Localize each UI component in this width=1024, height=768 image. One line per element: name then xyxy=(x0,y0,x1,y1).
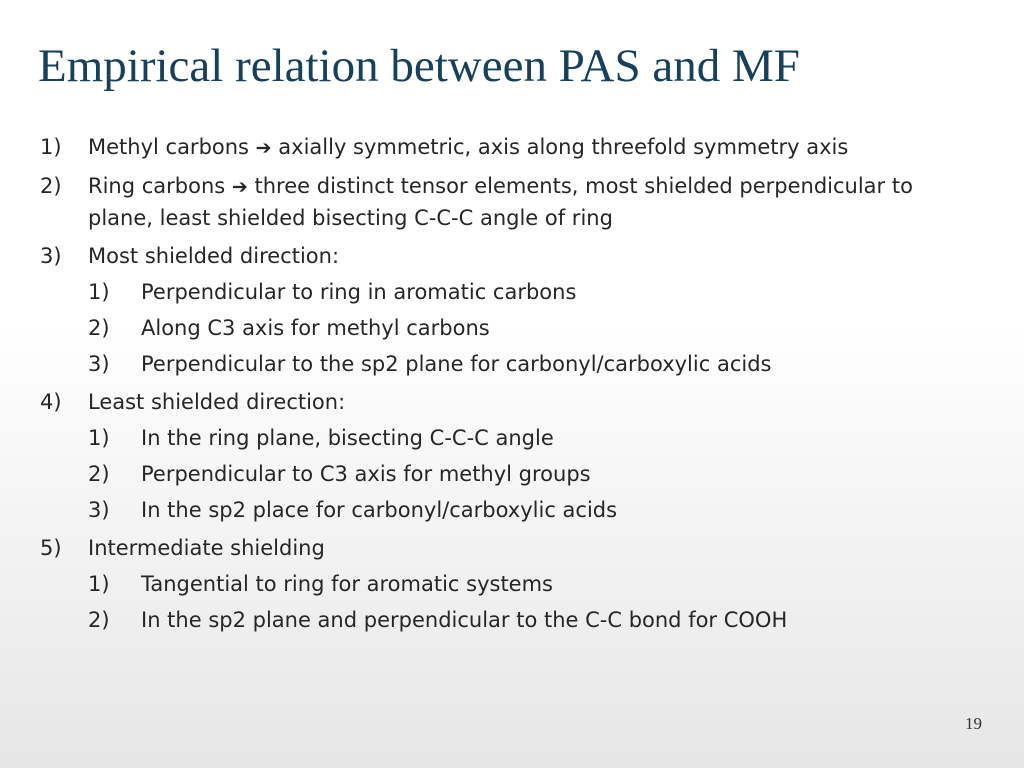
arrow-right-icon: ➔ xyxy=(231,176,248,198)
list-item xyxy=(40,387,960,526)
bullet-list xyxy=(40,132,960,643)
list-item xyxy=(40,241,960,380)
sub-list-item xyxy=(88,459,960,490)
sub-list-item xyxy=(88,569,960,600)
sub-item-text: Perpendicular to the sp2 plane for carbonyl/carboxylic acids xyxy=(141,352,772,376)
sub-item-number: 2) xyxy=(88,316,110,340)
list-item xyxy=(40,533,960,636)
sub-item-number: 3) xyxy=(88,352,110,376)
item-text: Ring carbons xyxy=(88,174,232,198)
item-text: Intermediate shielding xyxy=(88,536,325,560)
page-number: 19 xyxy=(965,714,982,733)
item-text: Methyl carbons xyxy=(88,135,256,159)
sub-item-text: Perpendicular to C3 axis for methyl groups xyxy=(141,462,591,486)
sub-list-item xyxy=(88,495,960,526)
sub-list-item xyxy=(88,423,960,454)
sub-item-number: 1) xyxy=(88,572,110,596)
sub-item-text: Along C3 axis for methyl carbons xyxy=(141,316,490,340)
sub-item-text: Perpendicular to ring in aromatic carbons xyxy=(141,280,577,304)
sub-item-text: In the sp2 place for carbonyl/carboxylic acids xyxy=(141,498,618,522)
sub-item-text: Tangential to ring for aromatic systems xyxy=(141,572,553,596)
item-text: Most shielded direction: xyxy=(88,244,340,268)
sub-item-number: 2) xyxy=(88,608,110,632)
sub-item-number: 2) xyxy=(88,462,110,486)
sub-item-text: In the sp2 plane and perpendicular to the C-C bond for COOH xyxy=(141,608,788,632)
sub-list xyxy=(88,569,960,636)
arrow-right-icon: ➔ xyxy=(255,137,272,159)
item-text: Least shielded direction: xyxy=(88,390,346,414)
sub-item-text: In the ring plane, bisecting C-C-C angle xyxy=(141,426,554,450)
sub-item-number: 3) xyxy=(88,498,110,522)
item-text: axially symmetric, axis along threefold symmetry axis xyxy=(271,135,849,159)
sub-list-item xyxy=(88,313,960,344)
list-item xyxy=(40,132,960,164)
sub-list-item xyxy=(88,277,960,308)
sub-item-number: 1) xyxy=(88,280,110,304)
sub-list-item xyxy=(88,349,960,380)
item-number: 2) xyxy=(40,174,62,198)
item-number: 1) xyxy=(40,135,62,159)
item-number: 4) xyxy=(40,390,62,414)
list-item xyxy=(40,171,960,234)
sub-list-item xyxy=(88,605,960,636)
sub-list xyxy=(88,277,960,380)
item-text: three distinct tensor elements, most shielded perpendicular to plane, least shielded bisecting C-C-C angle of ring xyxy=(88,174,913,230)
sub-list xyxy=(88,423,960,526)
sub-item-number: 1) xyxy=(88,426,110,450)
item-number: 3) xyxy=(40,244,62,268)
slide-title: Empirical relation between PAS and MF xyxy=(38,40,800,92)
item-number: 5) xyxy=(40,536,62,560)
